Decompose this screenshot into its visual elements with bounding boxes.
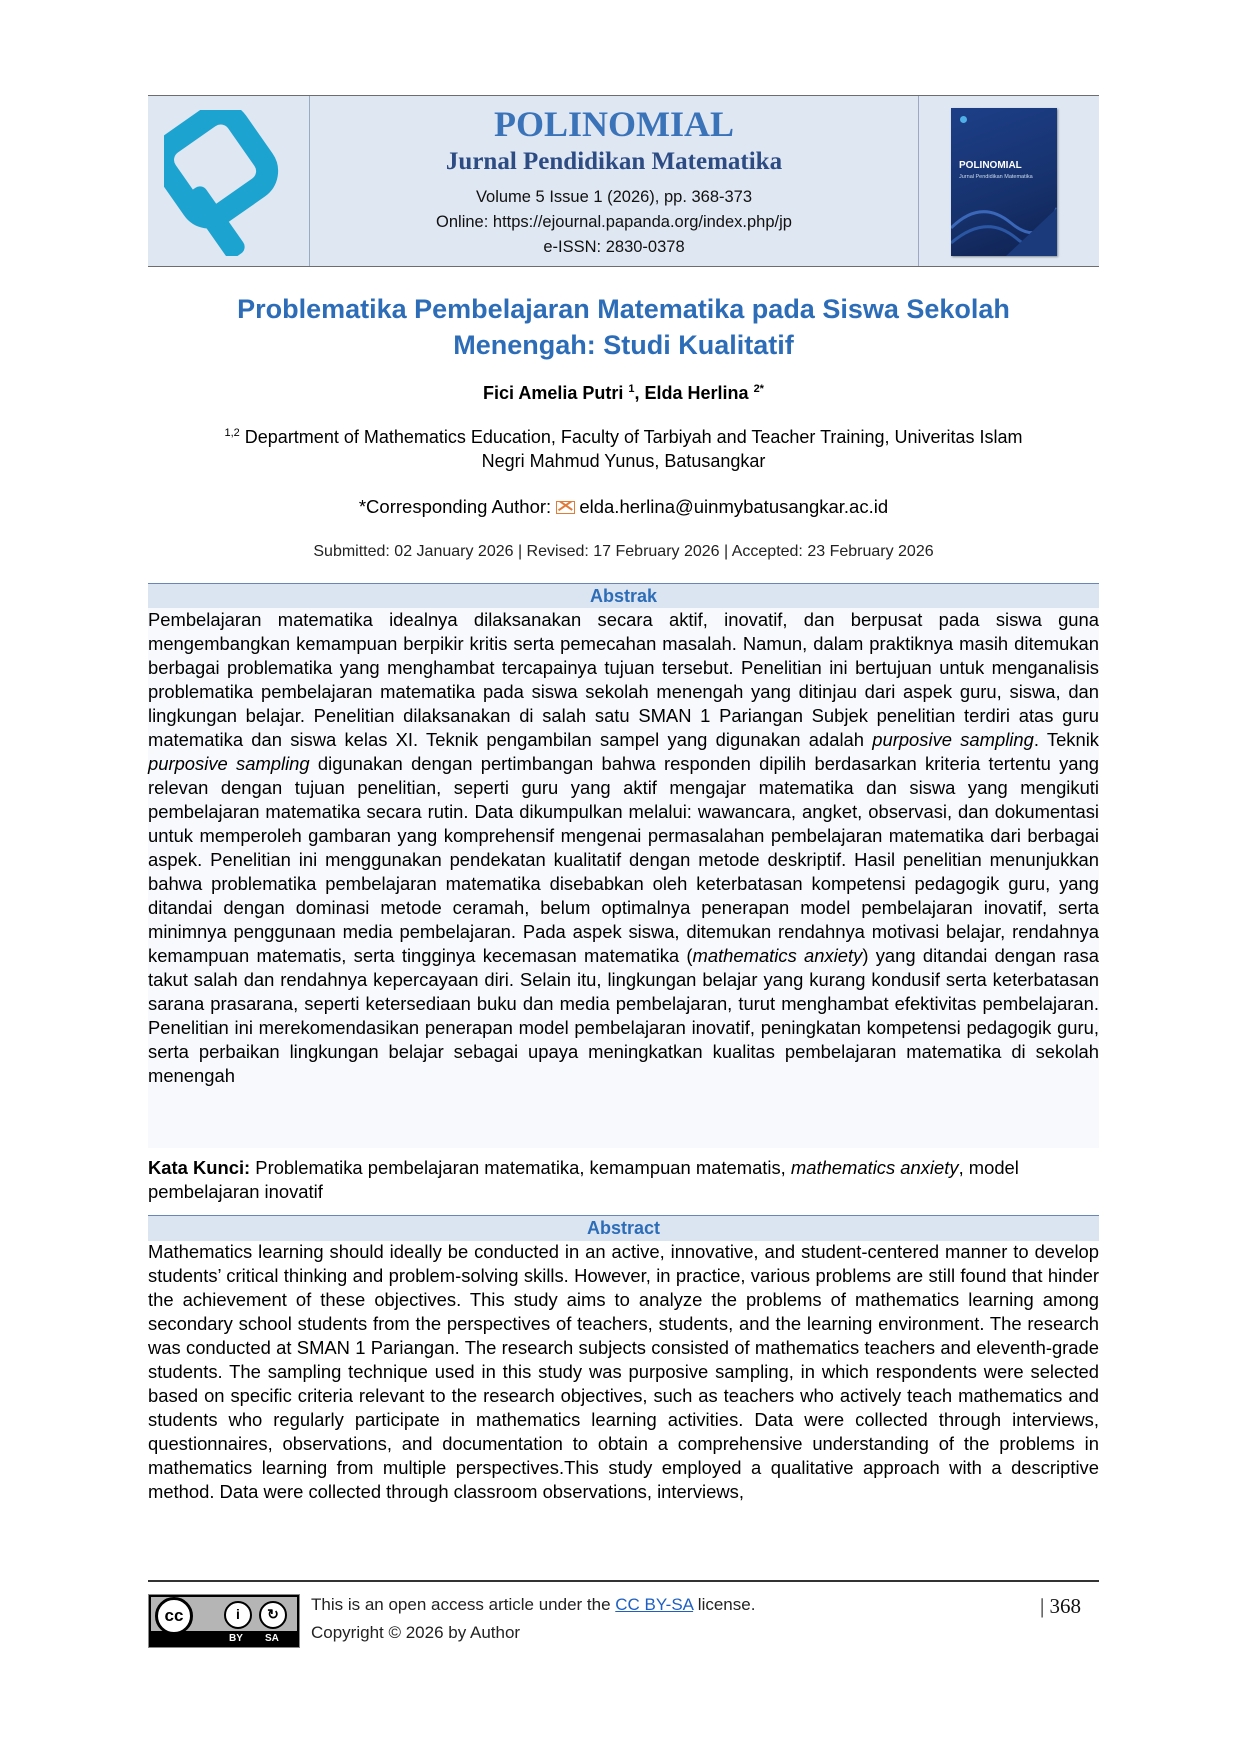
author-2: , Elda Herlina xyxy=(634,383,754,403)
abstrak-italic-3: mathematics anxiety xyxy=(692,945,863,966)
abstrak-text-4: ) yang ditandai dengan rasa takut salah dan rendahnya kepercayaan diri. Selain itu, lingkungan belajar yang kurang kondusif serta keterbatasan sarana prasarana, seperti ketersediaan buku dan media pembelajaran, turut menghambat efektivitas pembelajaran. Penelitian ini merekomendasikan penerapan model pembelajaran inovatif, peningkatan kompetensi pedagogik guru, serta perbaikan lingkungan belajar sebagai upaya meningkatkan kualitas pembelajaran matematika di sekolah menengah xyxy=(148,945,1099,1086)
keywords xyxy=(148,1156,1099,1204)
copyright: Copyright © 2026 by Author xyxy=(311,1623,521,1642)
corresponding-email[interactable]: elda.herlina@uinmybatusangkar.ac.id xyxy=(579,496,889,517)
keywords-label: Kata Kunci: xyxy=(148,1157,251,1178)
cover-title: POLINOMIAL xyxy=(959,160,1022,171)
license-statement xyxy=(311,1595,755,1615)
journal-volume: Volume 5 Issue 1 (2026), pp. 368-373 xyxy=(475,188,753,206)
cc-icon: cc xyxy=(155,1597,193,1635)
submission-dates: Submitted: 02 January 2026 | Revised: 17 February 2026 | Accepted: 23 February 2026 xyxy=(313,543,934,560)
author-list xyxy=(148,383,1099,404)
journal-issn: e-ISSN: 2830-0378 xyxy=(543,238,685,256)
journal-cover-thumbnail xyxy=(951,108,1057,256)
sa-share-alike-icon: ↻ xyxy=(259,1601,287,1629)
license-pre: This is an open access article under the xyxy=(311,1595,616,1614)
footer-rule xyxy=(148,1580,1099,1582)
abstract-body: Mathematics learning should ideally be conducted in an active, innovative, and student-centered manner to develop students’ critical thinking and problem-solving skills. However, in practice, various problems are still found that hinder the achievement of these objectives. This study aims to analyze the problems of mathematics learning among secondary school students from the perspectives of teachers, students, and the learning environment. The research was conducted at SMAN 1 Pariangan. The research subjects consisted of mathematics teachers and eleventh-grade students. The sampling technique used in this study was purposive sampling, in which respondents were selected based on specific criteria relevant to the research objectives, such as teachers who actively teach mathematics and students who regularly participate in mathematics learning activities. Data were collected through interviews, questionnaires, observations, and documentation to obtain a comprehensive understanding of the problems in mathematics learning from multiple perspectives.This study employed a qualitative approach with a descriptive method. Data were collected through classroom observations, interviews, xyxy=(148,1241,1099,1502)
abstrak-text-1: Pembelajaran matematika idealnya dilaksanakan secara aktif, inovatif, dan berpusat pada siswa guna mengembangkan kemampuan berpikir kritis serta pemecahan masalah. Namun, dalam praktiknya masih ditemukan berbagai problematika yang menghambat tercapainya tujuan tersebut. Penelitian ini bertujuan untuk menganalisis problematika pembelajaran matematika pada siswa sekolah menengah yang ditinjau dari aspek guru, siswa, dan lingkungan belajar. Penelitian dilaksanakan di salah satu SMAN 1 Pariangan Subjek penelitian terdiri atas guru matematika dan siswa kelas XI. Teknik pengambilan sampel yang digunakan adalah xyxy=(148,609,1099,750)
article-title xyxy=(148,291,1099,363)
author-2-affil-mark: 2* xyxy=(753,383,764,395)
by-label: BY xyxy=(229,1633,243,1644)
cover-wave-graphic xyxy=(951,188,1057,256)
affiliation-line2: Negri Mahmud Yunus, Batusangkar xyxy=(481,451,766,471)
author-1-affil-mark: 1 xyxy=(628,383,635,395)
sa-label: SA xyxy=(265,1633,279,1644)
license-post: license. xyxy=(693,1595,756,1614)
journal-subtitle: Jurnal Pendidikan Matematika xyxy=(445,148,783,175)
affiliation xyxy=(150,421,1097,473)
journal-name: POLINOMIAL xyxy=(493,104,734,144)
author-1: Fici Amelia Putri xyxy=(483,383,629,403)
by-attribution-icon: i xyxy=(224,1601,252,1629)
page-number: | 368 xyxy=(1040,1594,1081,1618)
cover-subtitle: Jurnal Pendidikan Matematika xyxy=(959,174,1033,180)
abstrak-text-2: . Teknik xyxy=(1033,729,1099,750)
corresponding-author xyxy=(148,496,1099,518)
cc-by-sa-badge[interactable] xyxy=(148,1594,300,1648)
article-title-line1: Problematika Pembelajaran Matematika pada Siswa Sekolah xyxy=(237,294,1010,324)
article-title-line2: Menengah: Studi Kualitatif xyxy=(453,330,794,360)
corresponding-label: *Corresponding Author: xyxy=(358,496,557,517)
journal-online-url[interactable]: Online: https://ejournal.papanda.org/index.php/jp xyxy=(436,213,792,231)
keywords-text-1: Problematika pembelajaran matematika, kemampuan matematis, xyxy=(250,1157,791,1178)
abstrak-body xyxy=(148,608,1099,1148)
abstrak-text-3: digunakan dengan pertimbangan bahwa responden dipilih berdasarkan kriteria tertentu yang relevan dengan tujuan penelitian, seperti guru yang aktif mengajar matematika dan siswa yang mengikuti pembelajaran matematika secara rutin. Data dikumpulkan melalui: wawancara, angket, observasi, dan dokumentasi untuk memperoleh gambaran yang komprehensif mengenai permasalahan pembelajaran matematika dari berbagai aspek. Penelitian ini menggunakan pendekatan kualitatif dengan metode deskriptif. Hasil penelitian menunjukkan bahwa problematika pembelajaran matematika disebabkan oleh keterbatasan kompetensi pedagogik guru, yang ditandai dengan dominasi metode ceramah, belum optimalnya penerapan model pembelajaran inovatif, serta minimnya penggunaan media pembelajaran. Pada aspek siswa, ditemukan rendahnya motivasi belajar, rendahnya kemampuan matematis, serta tingginya kecemasan matematika ( xyxy=(148,753,1099,966)
journal-logo-icon xyxy=(164,110,294,256)
keywords-italic: mathematics anxiety xyxy=(790,1157,959,1178)
affiliation-mark: 1,2 xyxy=(224,427,240,439)
abstrak-heading: Abstrak xyxy=(148,583,1099,609)
email-icon xyxy=(556,501,575,514)
abstrak-italic-2: purposive sampling xyxy=(148,753,310,774)
keywords-text-2: , model pembelajaran inovatif xyxy=(148,1157,1019,1202)
abstract-heading: Abstract xyxy=(148,1215,1099,1241)
license-link[interactable]: CC BY-SA xyxy=(615,1595,694,1614)
journal-header xyxy=(148,95,1099,267)
affiliation-line1: Department of Mathematics Education, Faculty of Tarbiyah and Teacher Training, Univeritas Islam xyxy=(239,427,1023,447)
cover-emblem-icon xyxy=(960,116,967,123)
abstrak-italic-1: purposive sampling xyxy=(872,729,1034,750)
